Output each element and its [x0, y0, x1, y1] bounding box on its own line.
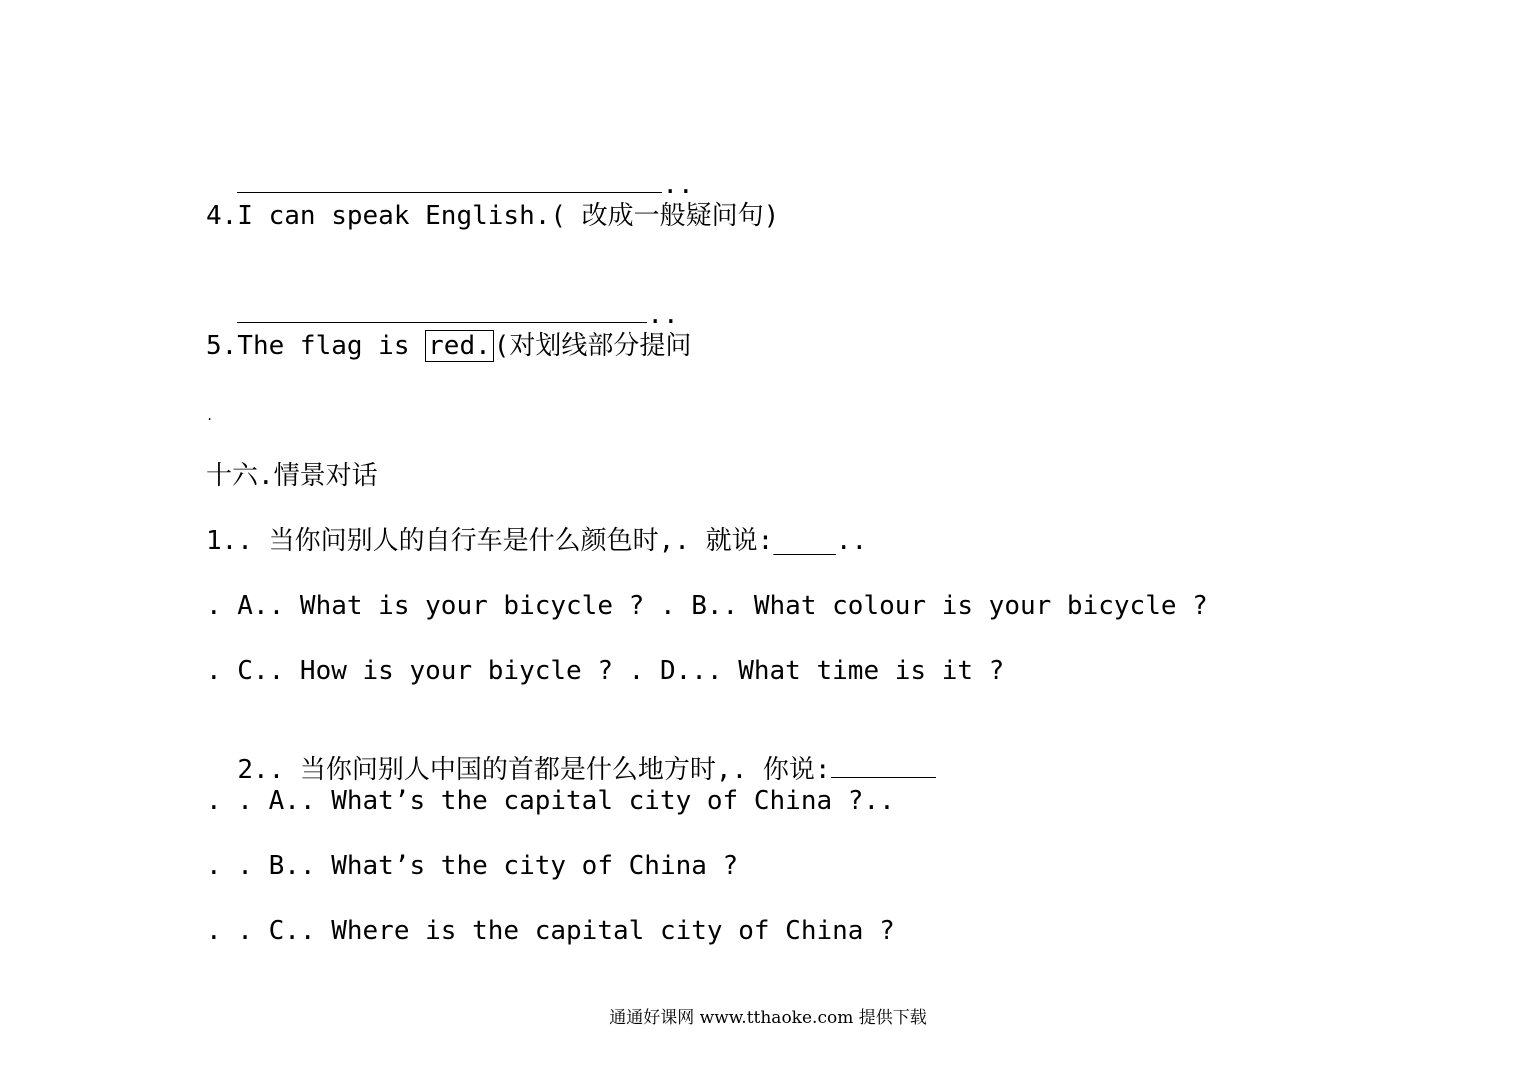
question-5-instruction: (对划线部分提问 [493, 331, 692, 361]
question-5 [206, 329, 691, 363]
stray-dot: . [206, 409, 214, 423]
dialogue-2-option-b: . . B.. What’s the city of China ? [206, 851, 739, 881]
blank-line [237, 300, 647, 323]
dialogue-1-options-cd: . C.. How is your biycle ? . D... What time is it ? [206, 656, 1005, 686]
blank-line [237, 170, 662, 193]
question-5-text: 5.The flag is [206, 331, 426, 361]
blank-line-end: .. [662, 170, 694, 200]
blank-line [831, 755, 936, 778]
underlined-part-box: red. [425, 330, 494, 362]
answer-line-2 [206, 264, 679, 332]
section-title: 十六.情景对话 [206, 461, 378, 491]
dialogue-question-2-text: 2.. 当你问别人中国的首都是什么地方时,. 你说: [237, 755, 831, 785]
question-4: 4.I can speak English.( 改成一般疑问句) [206, 201, 780, 231]
blank-line-end: .. [647, 300, 679, 330]
dialogue-question-1: 1.. 当你问别人的自行车是什么颜色时,. 就说:____.. [206, 526, 868, 556]
dialogue-question-2 [206, 719, 936, 787]
footer-credit: 通通好课网 www.tthaoke.com 提供下载 [609, 1008, 927, 1028]
dialogue-1-options-ab: . A.. What is your bicycle ? . B.. What colour is your bicycle ? [206, 591, 1208, 621]
answer-line-1 [206, 134, 694, 202]
dialogue-2-option-a: . . A.. What’s the capital city of China ?.. [206, 786, 895, 816]
dialogue-2-option-c: . . C.. Where is the capital city of China ? [206, 916, 895, 946]
